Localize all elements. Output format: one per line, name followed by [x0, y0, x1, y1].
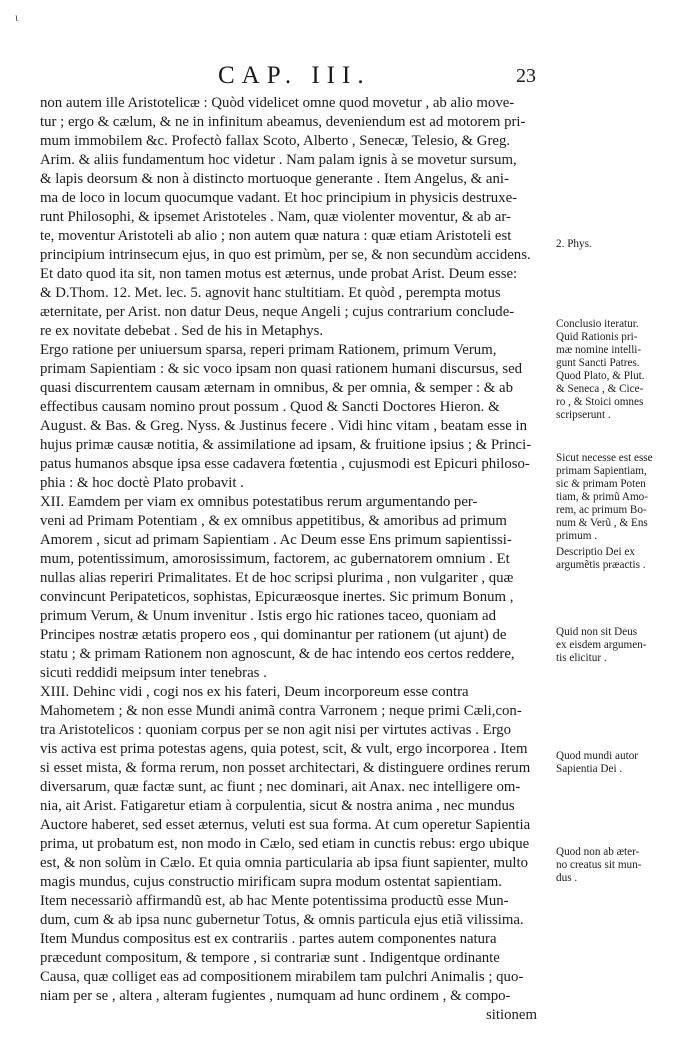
page-number: 23 [516, 65, 536, 87]
margin-note-line: tiam, & primũ Amo- [556, 491, 648, 503]
text-line: æternitate, per Arist. non datur Deus, neque Angeli ; cujus contrarium conclude- [40, 304, 515, 320]
margin-note-line: rem, ac primum Bo- [556, 504, 647, 516]
margin-note-line: Quid Rationis pri- [556, 331, 638, 343]
main-text [40, 94, 548, 1025]
text-line: effectibus causam nomino prout possum . Quod & Sancti Doctores Hieron. & [40, 399, 500, 415]
text-line: principium intrinsecum ejus, in quo est primùm, per se, & non secundùm accidens. [40, 247, 531, 263]
text-line: vis activa est prima potestas agens, quia potest, scit, & vult, ergo incorporea . Item [40, 741, 528, 757]
text-line: XIII. Dehinc vidi , cogi nos ex his fateri, Deum incorporeum esse contra [40, 684, 469, 700]
margin-note [556, 750, 696, 776]
margin-note-line: no creatus sit mun- [556, 859, 642, 871]
margin-note [556, 318, 696, 422]
text-line: & D.Thom. 12. Met. lec. 5. agnovit hanc stultitiam. Et quòd , perempta motus [40, 285, 501, 301]
margin-note-line: Quod Plato, & Plut. [556, 370, 645, 382]
text-line: August. & Bas. & Greg. Nyss. & Justinus fecere . Vidi hinc vitam , beatam esse in [40, 418, 528, 434]
margin-note-line: Descriptio Dei ex [556, 546, 635, 558]
text-line: re ex novitate debebat . Sed de his in Metaphys. [40, 323, 324, 339]
margin-note-line: primam Sapientiam, [556, 465, 647, 477]
margin-note-line: primum . [556, 530, 598, 542]
text-line: præcedunt compositum, & tempore , si contrariæ sunt . Indigentque ordinante [40, 950, 500, 966]
margin-note-line: Quod non ab æter- [556, 846, 640, 858]
margin-note-line: & Seneca , & Cice- [556, 383, 644, 395]
text-line: XII. Eamdem per viam ex omnibus potestatibus rerum argumentando per- [40, 494, 478, 510]
text-line: est, & non solùm in Cælo. Et quia omnia particularia ab ipsa fiunt sapienter, multo [40, 855, 529, 871]
text-line: mum immobilem &c. Profectò fallax Scoto, Alberto , Senecæ, Telesio, & Greg. [40, 133, 511, 149]
text-line: quasi discurrentem causam æternam in omnibus, & per omnia, & semper : & ab [40, 380, 513, 396]
text-line: statu ; & primam Rationem non agnoscunt, & de hac intendo eos certos reddere, [40, 646, 515, 662]
text-line: Principes nostræ ætatis propero eos , qui dominantur per rationem (ut ajunt) de [40, 627, 507, 643]
text-line: Arim. & aliis fundamentum hoc videtur . Nam palam ignis à se movetur sursum, [40, 152, 517, 168]
margin-note [556, 546, 696, 572]
text-line: & lapis deorsum & non à distincto mortuoque generante . Item Angelus, & ani- [40, 171, 509, 187]
margin-note-line: mæ nomine intelli- [556, 344, 642, 356]
text-line: Item Mundus compositus est ex contrariis . partes autem componentes natura [40, 931, 497, 947]
text-line: non autem ille Aristotelicæ : Quòd videlicet omne quod movetur , ab alio move- [40, 95, 515, 111]
text-line: Auctore haberet, sed esset æternus, veluti est sua forma. At cum operetur Sapientia [40, 817, 531, 833]
text-line: tra Aristotelicos : quoniam corpus per se non agit nisi per virtutes activas . Ergo [40, 722, 512, 738]
text-line: hujus primæ causæ notitia, & assimilatione ad ipsam, & fruitione ipsius ; & Princi- [40, 437, 532, 453]
text-line: Ergo ratione per uniuersum sparsa, reperi primam Rationem, primum Verum, [40, 342, 497, 358]
text-line: si esset mista, & forma rerum, non posset architectari, & distinguere ordines rerum [40, 760, 531, 776]
text-line: dum, cum & ab ipsa nunc gubernetur Totus, & omnis particula ejus etiã vilissima. [40, 912, 524, 928]
text-line: prima, ut probatum est, non modo in Cælo, sed etiam in cunctis rebus: ergo ubique [40, 836, 530, 852]
chapter-title: CAP. III. [218, 62, 371, 89]
text-line: niam per se , altera , alteram fugientes , numquam ad hunc ordinem , & compo- [40, 988, 511, 1004]
margin-note-line: dus . [556, 872, 578, 884]
margin-note-line: num & Verũ , & Ens [556, 517, 648, 529]
text-line: runt Philosophi, & ipsemet Aristoteles . Nam, quæ violenter moventur, & ab ar- [40, 209, 511, 225]
text-line: primum Verum, & Unum invenitur . Istis ergo hic rationes taceo, quoniam ad [40, 608, 497, 624]
text-line: nia, ait Arist. Fatigaretur etiam à corpulentia, sicut & nostra anima , nec mundus [40, 798, 515, 814]
margin-note-line: gunt Sancti Patres. [556, 357, 640, 369]
running-head [0, 62, 700, 92]
text-line: mum, potentissimum, amorosissimum, factorem, ac gubernatorem omnium . Et [40, 551, 510, 567]
text-line: magis mundus, cujus constructio mirificam supra modum ostentat sapientiam. [40, 874, 502, 890]
text-line: te, moventur Aristoteli ab alio ; non autem quæ natura : quæ etiam Aristoteli est [40, 228, 512, 244]
margin-note [556, 452, 696, 543]
margin-note-line: argumẽtis præactis . [556, 559, 646, 571]
margin-note-line: ex eisdem argumen- [556, 639, 647, 651]
text-line: Causa, quæ colliget eas ad compositionem mirabilem tam pulchri Animalis ; quo- [40, 969, 524, 985]
margin-note-line: tis elicitur . [556, 652, 607, 664]
text-line: Item necessariò affirmandũ est, ab hac Mente potentissima productũ esse Mun- [40, 893, 509, 909]
text-line: sicuti reddidi meipsum inter tenebras . [40, 665, 267, 681]
margin-note-line: Sapientia Dei . [556, 763, 623, 775]
margin-note-line: Quod mundi autor [556, 750, 639, 762]
margin-note-line: Quid non sit Deus [556, 626, 638, 638]
margin-note [556, 238, 696, 251]
text-line: Et dato quod ita sit, non tamen motus est æternus, unde probat Arist. Deum esse: [40, 266, 518, 282]
text-line: nullas alias reperiri Primalitates. Et de hoc scripsi plurima , non vulgariter , quæ [40, 570, 514, 586]
margin-note [556, 626, 696, 665]
text-line: phia : & hoc doctè Plato probavit . [40, 475, 244, 491]
margin-note-line: 2. Phys. [556, 238, 592, 250]
text-line: sitionem [486, 1007, 537, 1023]
text-line: tur ; ergo & cælum, & ne in infinitum abeamus, deveniendum est ad motorem pri- [40, 114, 526, 130]
margin-note-line: ro , & Stoici omnes [556, 396, 644, 408]
text-line: Mahometem ; & non esse Mundi animã contra Varronem ; neque primi Cæli,con- [40, 703, 522, 719]
text-line: patus humanos absque ipsa esse cadavera fœtentia , cujusmodi est Epicuri philoso- [40, 456, 530, 472]
margin-note-line: scripserunt . [556, 409, 611, 421]
text-line: primam Sapientiam : & sic voco ipsam non quasi rationem humani discursus, sed [40, 361, 523, 377]
text-line: diversarum, quæ factæ sunt, ac fiunt ; nec dominari, ait Anax. nec intelligere om- [40, 779, 521, 795]
text-line: veni ad Primam Potentiam , & ex omnibus appetitibus, & amoribus ad primum [40, 513, 507, 529]
margin-note-line: Conclusio iteratur. [556, 318, 639, 330]
text-line: ma de loco in locum quocumque vadant. Et hoc principium in physicis destruxe- [40, 190, 518, 206]
margin-note-line: sic & primam Poten [556, 478, 646, 490]
text-line: convincunt Peripateticos, sophistas, Epicuræosque inertes. Sic primum Bonum , [40, 589, 514, 605]
text-line: Amorem , sicut ad primam Sapientiam . Ac Deum esse Ens primum sapientissi- [40, 532, 512, 548]
corner-mark: ɩ [15, 10, 19, 24]
margin-note [556, 846, 696, 885]
margin-note-line: Sicut necesse est esse [556, 452, 653, 464]
